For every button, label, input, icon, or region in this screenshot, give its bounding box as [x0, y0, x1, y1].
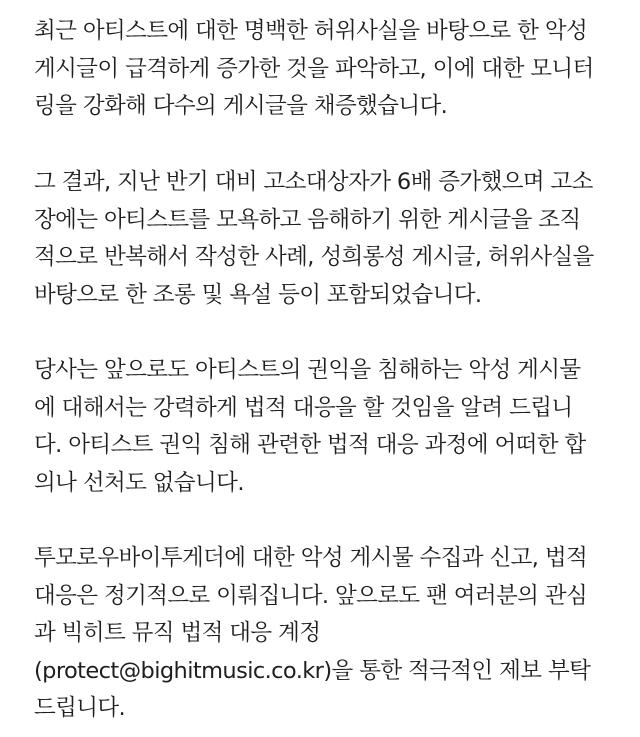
text-line: 적으로 반복해서 작성한 사례, 성희롱성 게시글, 허위사실을: [34, 244, 594, 270]
paragraph-report-request: [34, 540, 590, 728]
text-line: 다. 아티스트 권익 침해 관련한 법적 대응 과정에 어떠한 합: [34, 432, 586, 458]
text-line: 투모로우바이투게더에 대한 악성 게시물 수집과 신고, 법적: [34, 545, 588, 571]
text-line: 그 결과, 지난 반기 대비 고소대상자가 6배 증가했으며 고소: [34, 169, 593, 195]
text-line: 최근 아티스트에 대한 명백한 허위사실을 바탕으로 한 악성: [34, 18, 588, 44]
text-line: 에 대해서는 강력하게 법적 대응을 할 것임을 알려 드립니: [34, 394, 573, 421]
text-line: 당사는 앞으로도 아티스트의 권익을 침해하는 악성 게시물: [34, 357, 581, 383]
paragraph-results: [34, 164, 594, 314]
text-line: 장에는 아티스트를 모욕하고 음해하기 위한 게시글을 조직: [34, 206, 581, 233]
text-line: 드립니다.: [34, 695, 126, 721]
paragraph-monitoring: [34, 13, 594, 126]
text-line: 대응은 정기적으로 이뤄집니다. 앞으로도 팬 여러분의 관심: [34, 582, 588, 609]
text-line: 의나 선처도 없습니다.: [34, 469, 244, 496]
text-line: 바탕으로 한 조롱 및 욕설 등이 포함되었습니다.: [34, 281, 482, 308]
text-line: (protect@bighitmusic.co.kr)을 통한 적극적인 제보 부탁: [34, 657, 591, 684]
paragraph-policy: [34, 352, 586, 502]
text-line: 링을 강화해 다수의 게시글을 채증했습니다.: [34, 93, 448, 119]
text-line: 게시글이 급격하게 증가한 것을 파악하고, 이에 대한 모니터: [34, 55, 594, 82]
text-line: 과 빅히트 뮤직 법적 대응 계정: [34, 620, 321, 646]
